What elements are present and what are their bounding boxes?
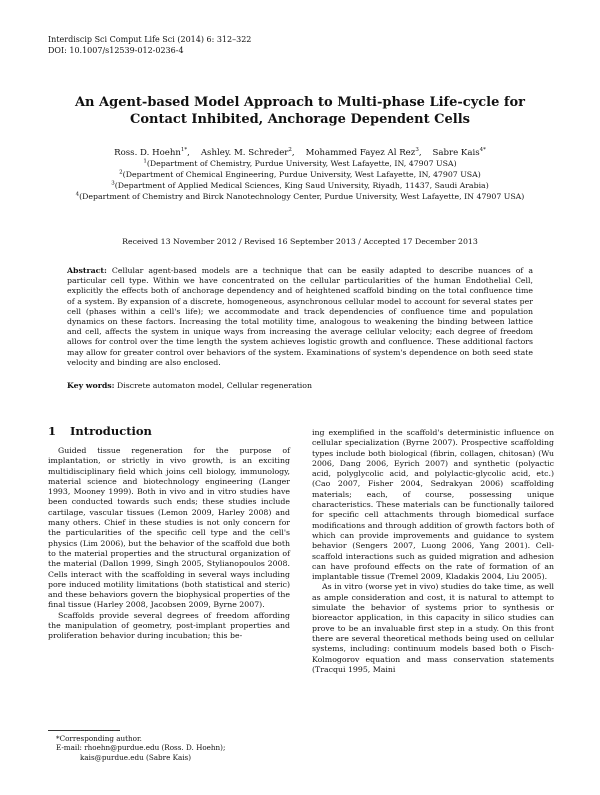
author: Ross. D. Hoehn$^{1*}$ (114, 147, 188, 158)
abstract-text: Cellular agent-based models are a technique that can be easily adapted to describe nuances of a particular cell type. Within we have concentrated on the cellular particularities of the human Endothelial Cell, explicitly the effects both of anchorage dependency and of heightened scaffold binding on the total confluence time of a system. By expansion of a discrete, homogeneous, asynchronous cellular model to account for several states per cell (phases within a cell's life); we accommodate and track dependencies of confluence time and population dynamics on these factors. Increasing the total motility time, analogous to weakening the binding between lattice and cell, affects the system in unique ways from increasing the average cellular velocity; each degree of freedom allows for control over the time length the system achieves logistic growth and confluence. These additional factors may allow for greater control over behaviors of the system. Examinations of system's dependence on both seed state velocity and binding are also enclosed. (67, 266, 533, 367)
left-column (48, 446, 290, 642)
journal-header (48, 34, 251, 56)
keywords (67, 381, 533, 391)
footnote-rule (48, 730, 120, 731)
author: Ashley. M. Schreder$^2$ (200, 147, 292, 158)
affiliation: $^2$(Department of Chemical Engineering, Purdue University, West Lafayette, IN, 47907 USA) (119, 169, 481, 179)
paragraph: As in vitro (worse yet in vivo) studies do take time, as well as ample consideration and cost, it is natural to attempt to simulate the behavior of systems prior to synthesis or bioreactor application, in this capacity in silico studies can prove to be an invaluable first step in a study. On this front there are several theoretical methods being used on cellular systems, including: continuum models based both o Fisch-Kolmogorov equation and mass conservation statements (Tracqui 1995, Maini (312, 582, 554, 674)
keywords-label: Key words: (67, 381, 115, 390)
footnote (48, 734, 290, 762)
paragraph: Guided tissue regeneration for the purpose of implantation, or strictly in vivo growth, is an exciting multidisciplinary field which joins cell biology, immunology, material science and biotechnology engineering (Langer 1993, Mooney 1999). Both in vivo and in vitro studies have been conducted towards such ends; these studies include cartilage, vascular tissues (Lemon 2009, Harley 2008) and many others. Chief in these studies is not only concern for the particularities of the specific cell type and the cell's physics (Lim 2006), but the behavior of the scaffold due both to the material properties and the structural organization of the material (Dallon 1999, Singh 2005, Stylianopoulos 2008. Cells interact with the scaffolding in several ways including pore induced motility limitations (both statistical and steric) and these behaviors govern the biophysical properties of the final tissue (Harley 2008, Jacobsen 2009, Byrne 2007). (48, 446, 290, 610)
received-dates: Received 13 November 2012 / Revised 16 September 2013 / Accepted 17 December 2013 (122, 237, 478, 246)
affiliation: $^4$(Department of Chemistry and Birck Nanotechnology Center, Purdue University, West Lafayette, IN 47907 USA) (75, 191, 525, 201)
footnote-line: E-mail: rhoehn@purdue.edu (Ross. D. Hoehn); (56, 743, 226, 753)
paragraph: ing exemplified in the scaffold's deterministic influence on cellular specialization (Byrne 2007). Prospective scaffolding types include both biological (fibrin, collagen, chitosan) (Wu 2006, Dang 2006, Eyrich 2007) and synthetic (polyactic acid, polyglycolic acid, and polylactic-glycolic acid, etc.) (Cao 2007, Fisher 2004, Sedrakyan 2006) scaffolding materials; each, of course, possessing unique characteristics. These materials can be functionally tailored for specific cell attachments through biomedical surface modifications and through addition of growth factors both of which can provide improvements and guidance to system behavior (Sengers 2007, Luong 2006, Yang 2001). Cell-scaffold interactions such as guided migration and adhesion can have profound effects on the rate of formation of an implantable tissue (Tremel 2009, Kladakis 2004, Liu 2005). (312, 428, 554, 582)
title-line-2: Contact Inhibited, Anchorage Dependent Cells (130, 112, 470, 127)
right-column (312, 428, 554, 675)
section-title: Introduction (70, 424, 152, 438)
paragraph: Scaffolds provide several degrees of freedom affording the manipulation of geometry, post-implant properties and proliferation behavior during incubation; this be- (48, 610, 290, 641)
title-line-1: An Agent-based Model Approach to Multi-phase Life-cycle for (74, 95, 526, 110)
paper-title (40, 94, 560, 128)
affiliation-list (20, 158, 580, 202)
author: Mohammed Fayez Al Rez$^3$ (305, 147, 419, 158)
section-heading (48, 424, 152, 438)
affiliation: $^1$(Department of Chemistry, Purdue University, West Lafayette, IN, 47907 USA) (143, 158, 457, 168)
doi: DOI: 10.1007/s12539-012-0236-4 (48, 46, 184, 55)
author: Sabre Kais$^{4*}$ (432, 147, 486, 158)
author-list: Ross. D. Hoehn$^{1*}$, Ashley. M. Schreder$^2$, Mohammed Fayez Al Rez$^3$, Sabre Kais$^{4*}$ (114, 147, 486, 158)
footnote-line: *Corresponding author. (56, 734, 142, 743)
affiliation: $^3$(Department of Applied Medical Sciences, King Saud University, Riyadh, 11437, Saudi Arabia) (111, 180, 489, 190)
journal-citation: Interdiscip Sci Comput Life Sci (2014) 6: 312–322 (48, 35, 252, 44)
footnote-line: kais@purdue.edu (Sabre Kais) (80, 752, 192, 762)
abstract (67, 266, 533, 368)
section-number: 1 (48, 424, 57, 438)
abstract-label: Abstract: (67, 266, 107, 275)
keywords-text: Discrete automaton model, Cellular regeneration (117, 381, 312, 390)
